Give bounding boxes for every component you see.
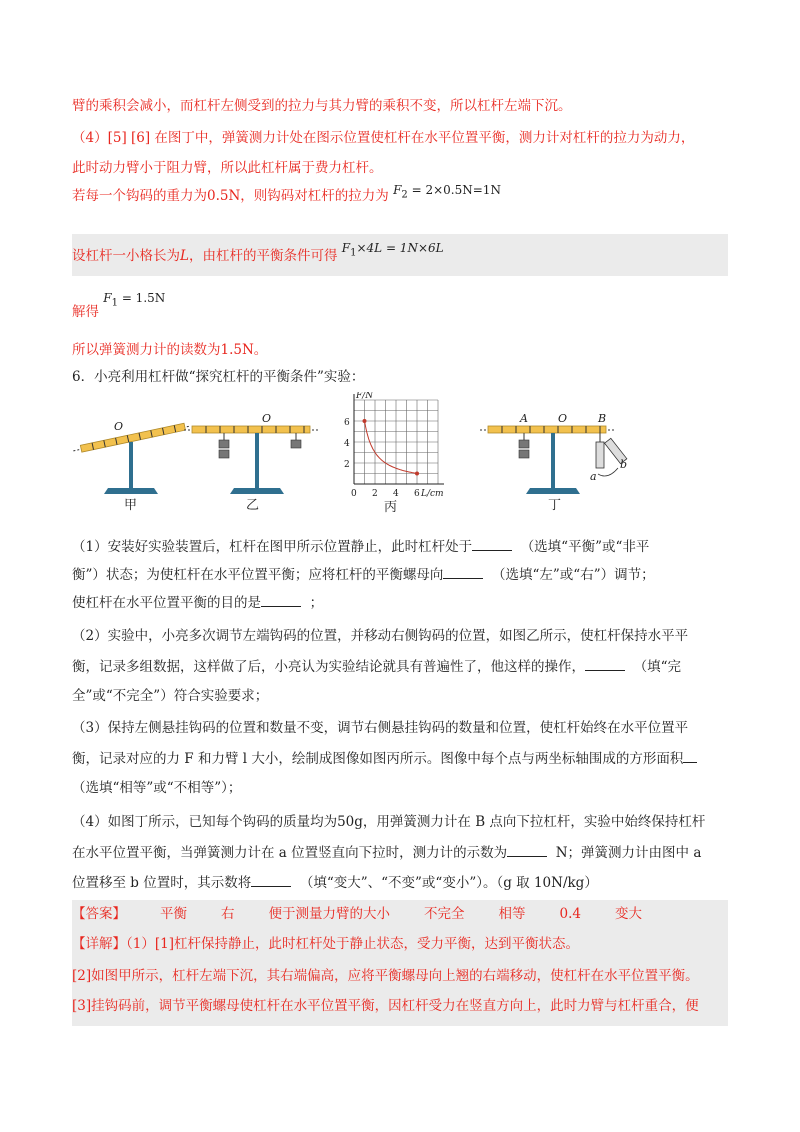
solution-line: 臂的乘积会减小，而杠杆左侧受到的拉力与其力臂的乘积不变，所以杠杆左端下沉。 bbox=[72, 98, 572, 114]
figure-bing-chart bbox=[334, 392, 464, 502]
question-line: 衡”）状态；为使杠杆在水平位置平衡；应将杠杆的平衡螺母向 （选填“左”或“右”）调节； bbox=[72, 564, 655, 585]
x-tick-label: 0 bbox=[351, 489, 357, 499]
x-tick-label: 6 bbox=[414, 489, 420, 499]
y-tick-label: 6 bbox=[344, 418, 350, 428]
solution-line-with-formula: 设杠杆一小格长为L，由杠杆的平衡条件可得 $F_1\times 4L = 1N\times 6L$ bbox=[72, 241, 444, 264]
answer-item: 变大 bbox=[614, 906, 642, 922]
question-title: 6．小亮利用杠杆做“探究杠杆的平衡条件”实验： bbox=[72, 369, 365, 385]
question-line: 在水平位置平衡，当弹簧测力计在 a 位置竖直向下拉时，测力计的示数为 N；弹簧测力计由图中 a bbox=[72, 842, 701, 863]
answer-line bbox=[72, 904, 642, 924]
formula-result: $F_1 = 1.5N$ bbox=[103, 291, 166, 309]
y-tick-label: 4 bbox=[344, 439, 350, 449]
question-line: （4）如图丁所示，已知每个钩码的质量均为50g，用弹簧测力计在 B 点向下拉杠杆，实验中始终保持杠杆 bbox=[72, 814, 706, 830]
formula-balance: $F_1\times 4L = 1N\times 6L$ bbox=[341, 241, 444, 259]
svg-text:a: a bbox=[590, 470, 597, 483]
pivot-label: O bbox=[114, 420, 124, 433]
x-tick-label: 4 bbox=[393, 489, 399, 499]
answer-blank bbox=[683, 748, 697, 763]
detail-line: [3]挂钩码前，调节平衡螺母使杠杆在水平位置平衡，因杠杆受力在竖直方向上，此时力臂与杠杆重合，便 bbox=[72, 998, 699, 1014]
svg-text:A: A bbox=[520, 412, 528, 425]
detail-line: 【详解】（1）[1]杠杆保持静止，此时杠杆处于静止状态，受力平衡，达到平衡状态。 bbox=[72, 936, 579, 952]
svg-text:O: O bbox=[558, 412, 568, 425]
answer-item: 便于测量力臂的大小 bbox=[268, 906, 390, 922]
curve bbox=[365, 421, 418, 474]
answer-blank bbox=[472, 536, 512, 551]
question-line: 全”或“不完全”）符合实验要求； bbox=[72, 688, 269, 704]
x-axis-label: L/cm bbox=[421, 489, 444, 499]
answer-blank bbox=[585, 656, 625, 671]
formula-f2: $F_2 = 2\times 0.5N=1N$ bbox=[393, 183, 501, 201]
question-line: （1）安装好实验装置后，杠杆在图甲所示位置静止，此时杠杆处于 （选填“平衡”或“非平 bbox=[72, 536, 649, 557]
answer-item: 右 bbox=[221, 906, 235, 922]
data-point bbox=[415, 472, 419, 476]
figure-label-ding: 丁 bbox=[548, 498, 562, 513]
solution-line: 所以弹簧测力计的读数为1.5N。 bbox=[72, 342, 268, 358]
answer-item: 平衡 bbox=[160, 906, 187, 922]
question-line: （选填“相等”或“不相等”）； bbox=[72, 780, 242, 796]
solution-line-with-formula: 解得 $F_1 = 1.5N$ bbox=[72, 291, 166, 320]
detail-line: [2]如图甲所示，杠杆左端下沉，其右端偏高，应将平衡螺母向上翘的右端移动，使杠杆在水平位置平衡。 bbox=[72, 968, 699, 984]
svg-text:O: O bbox=[262, 412, 272, 425]
answer-blank bbox=[261, 592, 301, 607]
figure-label-yi: 乙 bbox=[246, 498, 260, 513]
question-line: （2）实验中，小亮多次调节左端钩码的位置，并移动右侧钩码的位置，如图乙所示，使杠杆保持水平平 bbox=[72, 628, 689, 644]
figure-label-jia: 甲 bbox=[124, 498, 138, 513]
question-line: 衡，记录多组数据，这样做了后，小亮认为实验结论就具有普遍性了，他这样的操作， （填“完 bbox=[72, 656, 681, 677]
y-axis-label: F/N bbox=[356, 392, 374, 401]
figure-label-bing: 丙 bbox=[384, 500, 398, 515]
data-point bbox=[363, 419, 367, 423]
solution-text: 若每一个钩码的重力为0.5N，则钩码对杠杆的拉力为 bbox=[72, 188, 389, 204]
solution-line: （4）[5] [6] 在图丁中，弹簧测力计处在图示位置使杠杆在水平位置平衡，测力计对杠杆的拉力为动力， bbox=[72, 130, 695, 146]
answer-label: 【答案】 bbox=[72, 906, 126, 922]
answer-item: 0.4 bbox=[559, 906, 581, 922]
x-tick-label: 2 bbox=[372, 489, 378, 499]
answer-item: 相等 bbox=[498, 906, 526, 922]
question-line: 使杠杆在水平位置平衡的目的是 ； bbox=[72, 592, 323, 613]
question-line: （3）保持左侧悬挂钩码的位置和数量不变，调节右侧悬挂钩码的数量和位置，使杠杆始终在水平位置平 bbox=[72, 720, 689, 736]
question-line: 衡，记录对应的力 F 和力臂 l 大小，绘制成图像如图丙所示。图像中每个点与两坐标轴围成的方形面积 bbox=[72, 748, 697, 769]
answer-blank bbox=[507, 842, 547, 857]
solution-line-with-formula bbox=[72, 183, 501, 211]
answer-blank bbox=[443, 564, 483, 579]
answer-blank bbox=[251, 872, 291, 887]
svg-text:b: b bbox=[620, 458, 628, 471]
solution-line: 此时动力臂小于阻力臂，所以此杠杆属于费力杠杆。 bbox=[72, 160, 383, 176]
answer-item: 不完全 bbox=[424, 906, 465, 922]
y-tick-label: 2 bbox=[344, 460, 350, 470]
svg-text:B: B bbox=[598, 412, 607, 425]
question-line: 位置移至 b 位置时，其示数将 （填“变大”、“不变”或“变小”）。（g 取 10N/kg） bbox=[72, 872, 598, 893]
